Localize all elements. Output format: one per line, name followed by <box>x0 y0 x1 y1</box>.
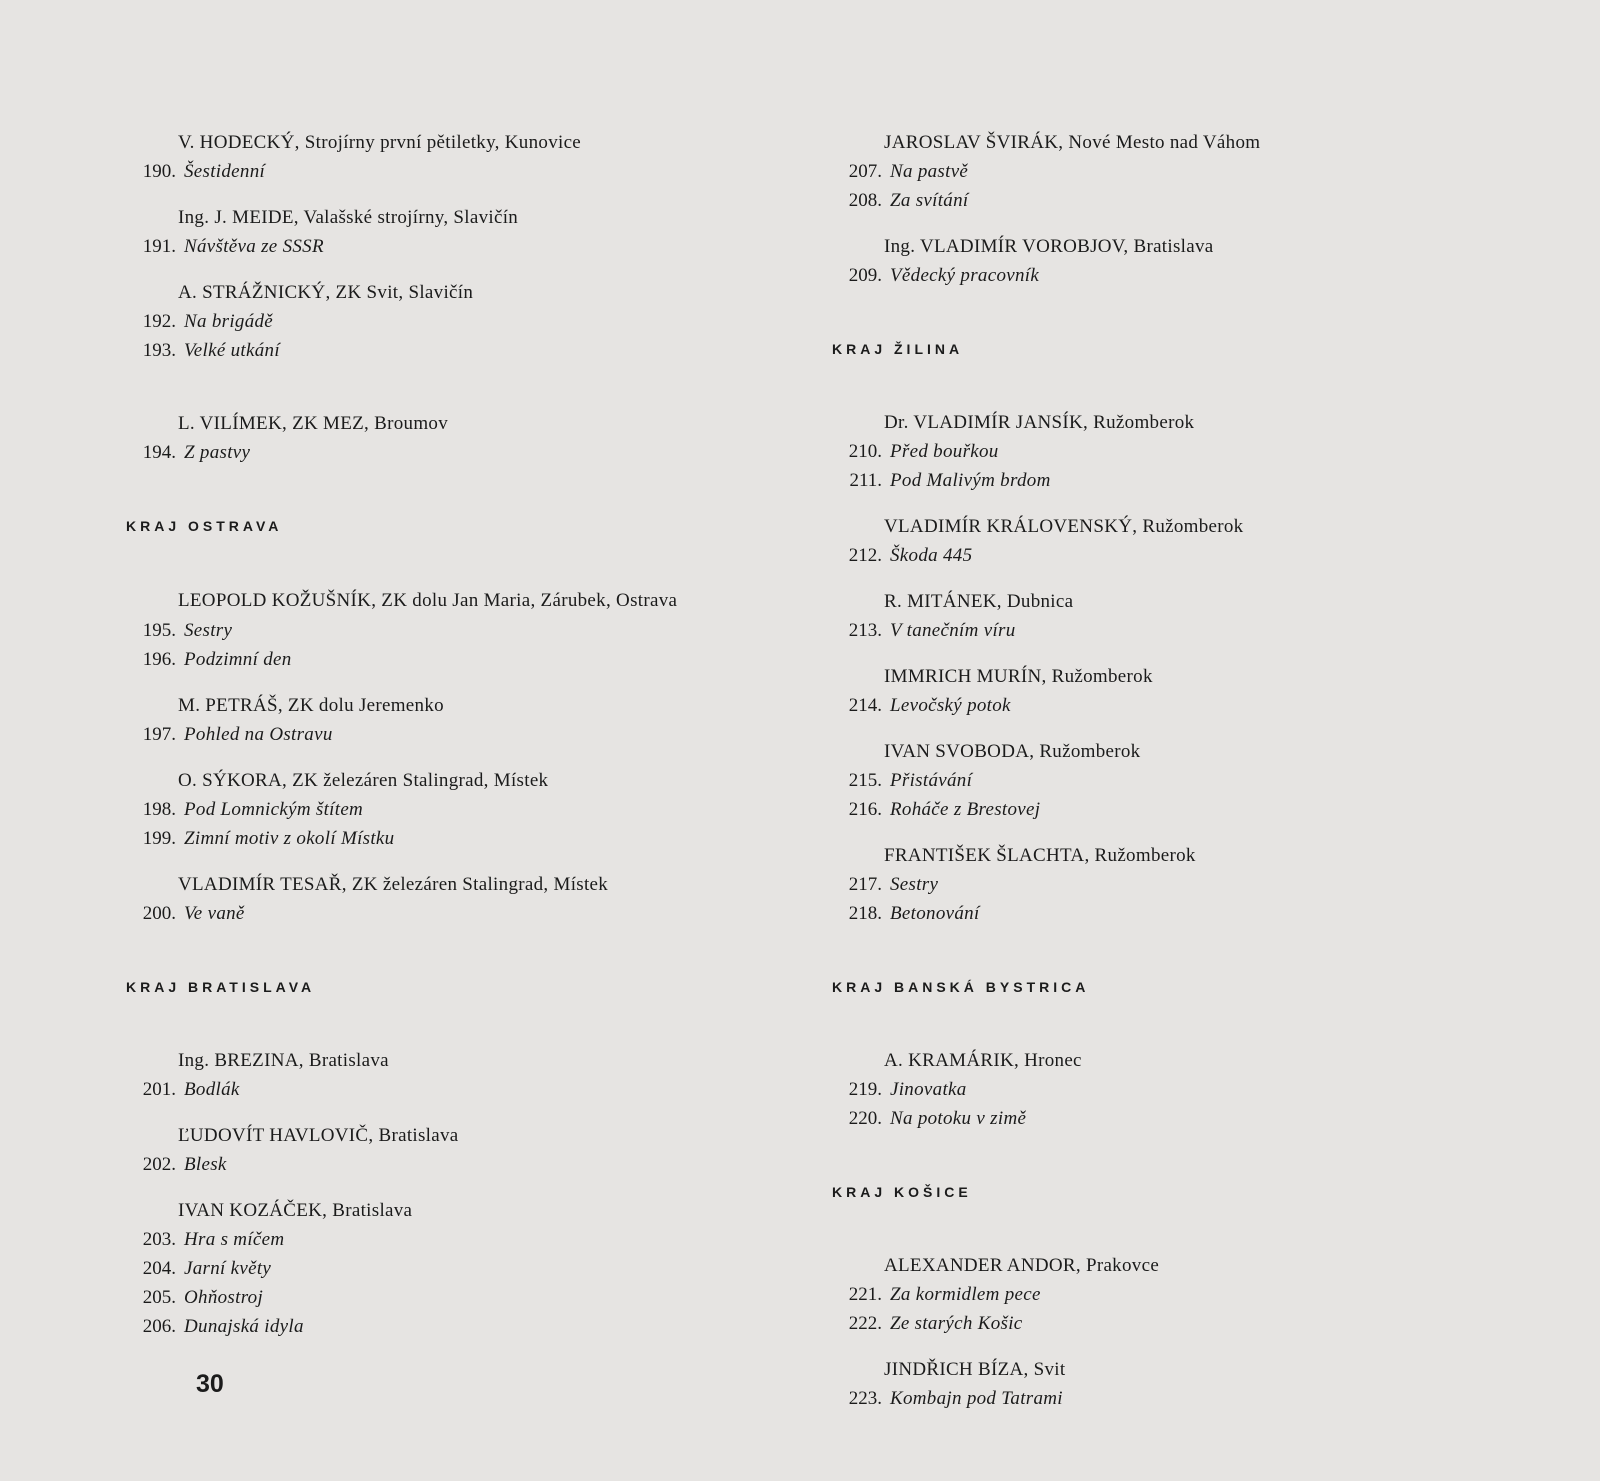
author-line: JAROSLAV ŠVIRÁK, Nové Mesto nad Váhom <box>884 132 1261 153</box>
work-entry <box>120 438 820 467</box>
region-heading: KRAJ BANSKÁ BYSTRICA <box>832 979 1090 995</box>
author-line: Ing. VLADIMÍR VOROBJOV, Bratislava <box>884 236 1214 257</box>
work-title: Ze starých Košic <box>890 1313 1023 1334</box>
work-title: Kombajn pod Tatrami <box>890 1388 1063 1409</box>
spacer <box>826 364 1526 408</box>
author-line: VLADIMÍR TESAŘ, ZK železáren Stalingrad, Místek <box>178 874 609 895</box>
work-number: 221. <box>848 1284 882 1305</box>
work-title: Ohňostroj <box>184 1287 264 1308</box>
author-line: IVAN KOZÁČEK, Bratislava <box>178 1200 413 1221</box>
spacer <box>826 1133 1526 1177</box>
work-title: Na pastvě <box>890 161 969 182</box>
work-title: V tanečním víru <box>890 620 1016 641</box>
work-entry <box>826 1104 1526 1133</box>
author-line: JINDŘICH BÍZA, Svit <box>884 1359 1066 1380</box>
work-entry <box>120 157 820 186</box>
work-entry <box>826 616 1526 645</box>
work-entry <box>826 437 1526 466</box>
author-line: VLADIMÍR KRÁLOVENSKÝ, Ružomberok <box>884 516 1244 537</box>
work-entry <box>826 1384 1526 1413</box>
work-number: 202. <box>142 1154 176 1175</box>
work-entry <box>120 1150 820 1179</box>
spacer <box>826 1207 1526 1251</box>
work-number: 200. <box>142 903 176 924</box>
work-number: 220. <box>848 1108 882 1129</box>
work-entry <box>120 899 820 928</box>
work-entry <box>826 1309 1526 1338</box>
work-title: Z pastvy <box>184 442 251 463</box>
spacer <box>826 824 1526 841</box>
work-number: 210. <box>848 441 882 462</box>
spacer <box>826 495 1526 512</box>
work-number: 215. <box>848 770 882 791</box>
work-number: 194. <box>142 442 176 463</box>
work-number: 213. <box>848 620 882 641</box>
work-entry <box>120 616 820 645</box>
spacer <box>826 570 1526 587</box>
work-entry <box>120 824 820 853</box>
spacer <box>826 645 1526 662</box>
work-title: Vědecký pracovník <box>890 265 1040 286</box>
work-number: 205. <box>142 1287 176 1308</box>
spacer <box>120 749 820 766</box>
spacer <box>826 215 1526 232</box>
work-entry <box>120 1075 820 1104</box>
work-title: Sestry <box>184 620 233 641</box>
work-number: 214. <box>848 695 882 716</box>
work-entry <box>826 766 1526 795</box>
author-line: ALEXANDER ANDOR, Prakovce <box>884 1255 1160 1276</box>
region-heading: KRAJ OSTRAVA <box>126 518 283 534</box>
work-title: Na potoku v zimě <box>890 1108 1027 1129</box>
work-entry <box>826 541 1526 570</box>
work-title: Bodlák <box>184 1079 240 1100</box>
work-title: Levočský potok <box>890 695 1011 716</box>
work-number: 193. <box>142 340 176 361</box>
work-number: 192. <box>142 311 176 332</box>
author-line: IVAN SVOBODA, Ružomberok <box>884 741 1141 762</box>
author-line: M. PETRÁŠ, ZK dolu Jeremenko <box>178 695 444 716</box>
work-number: 195. <box>142 620 176 641</box>
spacer <box>120 1002 820 1046</box>
work-entry <box>120 232 820 261</box>
work-entry <box>826 186 1526 215</box>
work-entry <box>826 795 1526 824</box>
work-number: 209. <box>848 265 882 286</box>
work-entry <box>120 1254 820 1283</box>
work-number: 197. <box>142 724 176 745</box>
work-number: 206. <box>142 1316 176 1337</box>
work-title: Pod Malivým brdom <box>890 470 1051 491</box>
work-entry <box>826 466 1526 495</box>
work-entry <box>826 157 1526 186</box>
work-entry <box>826 1075 1526 1104</box>
author-line: A. KRAMÁRIK, Hronec <box>884 1050 1082 1071</box>
work-number: 208. <box>848 190 882 211</box>
region-heading: KRAJ KOŠICE <box>832 1184 972 1200</box>
work-number: 199. <box>142 828 176 849</box>
work-number: 222. <box>848 1313 882 1334</box>
work-number: 217. <box>848 874 882 895</box>
spacer <box>120 928 820 972</box>
work-entry <box>826 899 1526 928</box>
author-line: ĽUDOVÍT HAVLOVIČ, Bratislava <box>178 1125 459 1146</box>
work-number: 201. <box>142 1079 176 1100</box>
work-number: 223. <box>848 1388 882 1409</box>
work-title: Za svítání <box>890 190 969 211</box>
author-line: O. SÝKORA, ZK železáren Stalingrad, Místek <box>178 770 549 791</box>
work-number: 216. <box>848 799 882 820</box>
work-title: Návštěva ze SSSR <box>184 236 324 257</box>
spacer <box>120 261 820 278</box>
work-title: Na brigádě <box>184 311 274 332</box>
work-number: 218. <box>848 903 882 924</box>
work-title: Velké utkání <box>184 340 280 361</box>
work-entry <box>826 1280 1526 1309</box>
work-entry <box>826 691 1526 720</box>
work-title: Betonování <box>890 903 980 924</box>
work-title: Přistávání <box>890 770 973 791</box>
work-number: 204. <box>142 1258 176 1279</box>
work-number: 212. <box>848 545 882 566</box>
work-entry <box>120 336 820 365</box>
spacer <box>120 467 820 511</box>
work-title: Před bouřkou <box>890 441 999 462</box>
work-number: 203. <box>142 1229 176 1250</box>
spacer <box>120 1104 820 1121</box>
left-column <box>120 128 820 1341</box>
spacer <box>120 674 820 691</box>
work-entry <box>120 795 820 824</box>
work-entry <box>120 1225 820 1254</box>
work-entry <box>826 870 1526 899</box>
right-column <box>826 128 1526 1413</box>
page-number: 30 <box>196 1370 224 1398</box>
work-number: 190. <box>142 161 176 182</box>
work-title: Podzimní den <box>184 649 292 670</box>
work-title: Jarní květy <box>184 1258 272 1279</box>
spacer <box>826 1002 1526 1046</box>
author-line: Ing. J. MEIDE, Valašské strojírny, Slavičín <box>178 207 519 228</box>
work-entry <box>120 307 820 336</box>
work-entry <box>120 645 820 674</box>
work-number: 219. <box>848 1079 882 1100</box>
work-title: Dunajská idyla <box>184 1316 304 1337</box>
author-line: L. VILÍMEK, ZK MEZ, Broumov <box>178 413 449 434</box>
work-title: Zimní motiv z okolí Místku <box>184 828 395 849</box>
work-number: 191. <box>142 236 176 257</box>
author-line: R. MITÁNEK, Dubnica <box>884 591 1074 612</box>
spacer <box>120 853 820 870</box>
author-line: Ing. BREZINA, Bratislava <box>178 1050 389 1071</box>
spacer <box>120 541 820 585</box>
work-title: Sestry <box>890 874 939 895</box>
work-title: Hra s míčem <box>184 1229 285 1250</box>
region-heading: KRAJ BRATISLAVA <box>126 979 316 995</box>
author-line: V. HODECKÝ, Strojírny první pětiletky, Kunovice <box>178 132 582 153</box>
author-line: A. STRÁŽNICKÝ, ZK Svit, Slavičín <box>178 282 474 303</box>
work-number: 196. <box>142 649 176 670</box>
work-number: 198. <box>142 799 176 820</box>
work-title: Blesk <box>184 1154 227 1175</box>
spacer <box>826 290 1526 334</box>
work-title: Pod Lomnickým štítem <box>184 799 364 820</box>
author-line: IMMRICH MURÍN, Ružomberok <box>884 666 1153 687</box>
work-entry <box>120 1312 820 1341</box>
work-title: Škoda 445 <box>890 545 973 566</box>
spacer <box>120 365 820 409</box>
work-title: Za kormidlem pece <box>890 1284 1041 1305</box>
work-entry <box>120 1283 820 1312</box>
work-title: Jinovatka <box>890 1079 967 1100</box>
author-line: FRANTIŠEK ŠLACHTA, Ružomberok <box>884 845 1196 866</box>
spacer <box>120 1179 820 1196</box>
work-title: Ve vaně <box>184 903 245 924</box>
work-entry <box>826 261 1526 290</box>
work-title: Šestidenní <box>184 161 266 182</box>
author-line: LEOPOLD KOŽUŠNÍK, ZK dolu Jan Maria, Zárubek, Ostrava <box>178 590 678 611</box>
spacer <box>120 186 820 203</box>
spacer <box>826 928 1526 972</box>
spacer <box>826 720 1526 737</box>
work-title: Pohled na Ostravu <box>184 724 333 745</box>
author-line: Dr. VLADIMÍR JANSÍK, Ružomberok <box>884 412 1195 433</box>
work-entry <box>120 720 820 749</box>
region-heading: KRAJ ŽILINA <box>832 341 964 357</box>
work-title: Roháče z Brestovej <box>890 799 1041 820</box>
spacer <box>826 1338 1526 1355</box>
work-number: 207. <box>848 161 882 182</box>
work-number: 211. <box>849 470 882 491</box>
